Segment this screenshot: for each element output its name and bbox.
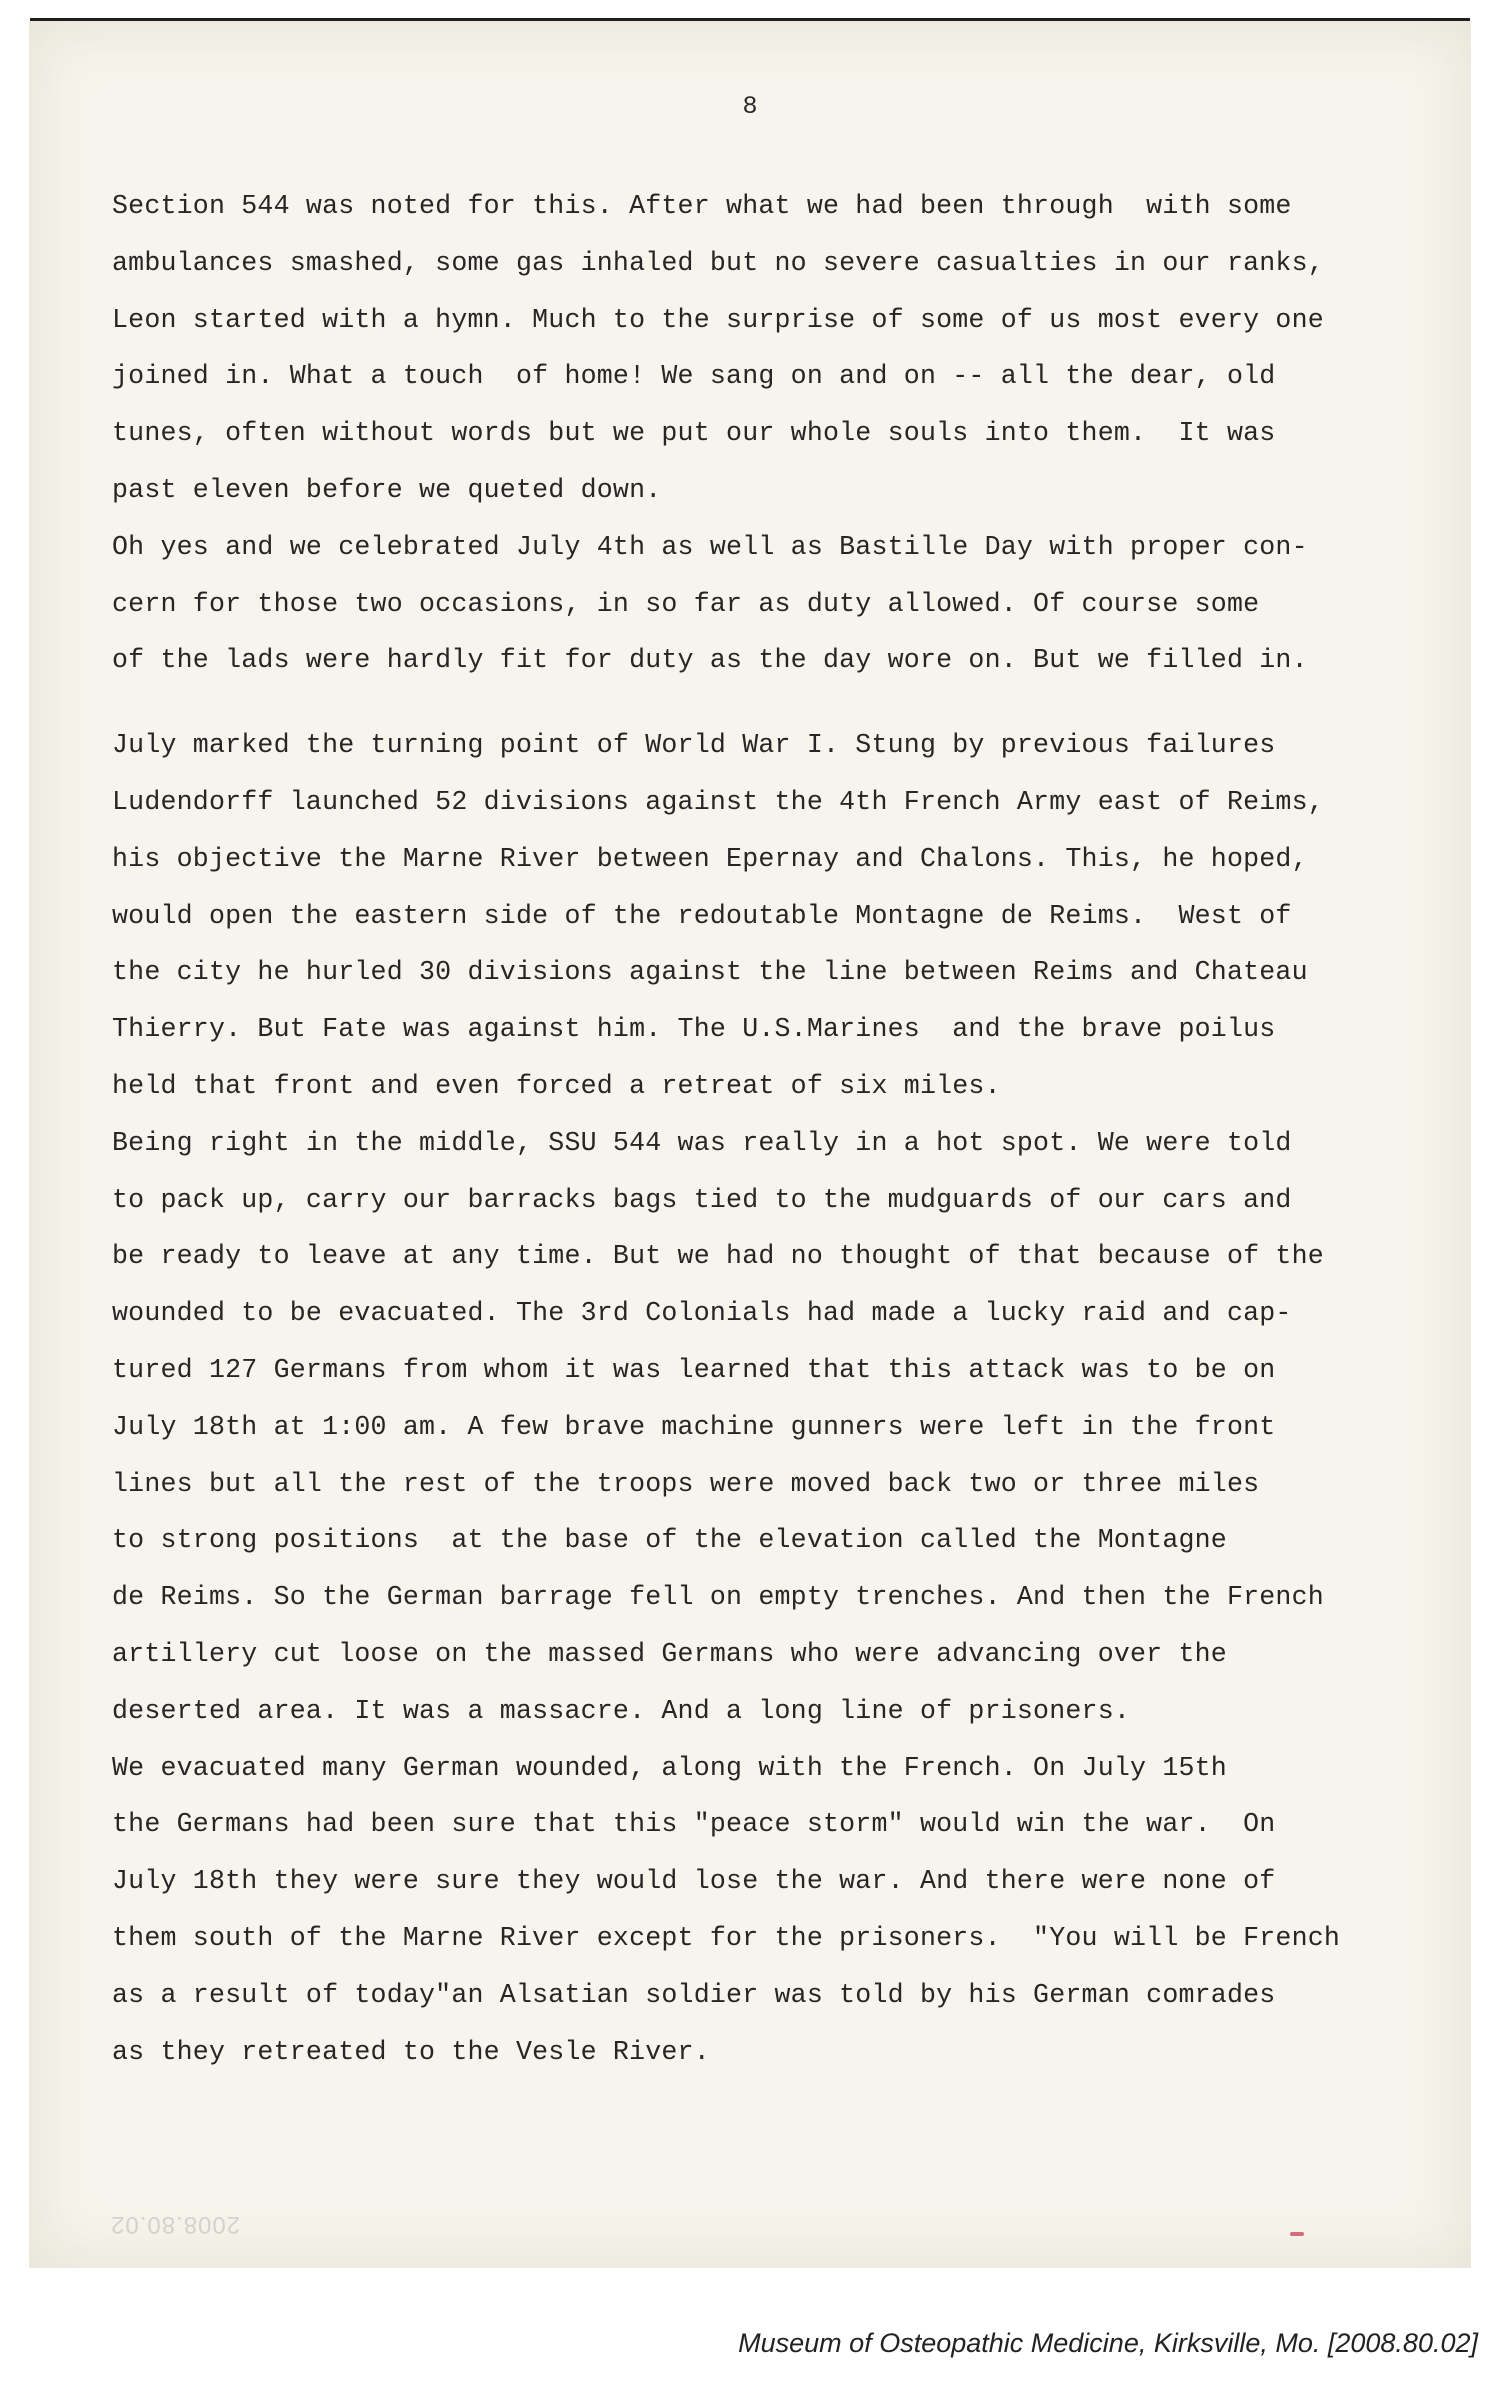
text-line: Leon started with a hymn. Much to the surprise of some of us most every one [112,304,1324,335]
text-line: to strong positions at the base of the elevation called the Montagne [112,1525,1227,1556]
paragraph-gap [112,689,1462,717]
text-line: wounded to be evacuated. The 3rd Colonials had made a lucky raid and cap- [112,1298,1292,1329]
text-line: the city he hurled 30 divisions against the line between Reims and Chateau [112,957,1308,988]
text-line: deserted area. It was a massacre. And a long line of prisoners. [112,1695,1131,1726]
text-line: as a result of today"an Alsatian soldier was told by his German comrades [112,1979,1276,2010]
text-line: July marked the turning point of World War I. Stung by previous failures [112,730,1276,761]
text-line: to pack up, carry our barracks bags tied to the mudguards of our cars and [112,1184,1292,1215]
text-line: July 18th at 1:00 am. A few brave machine gunners were left in the front [112,1411,1276,1442]
page-number: 8 [742,92,758,121]
text-line: past eleven before we queted down. [112,474,662,505]
text-line: Ludendorff launched 52 divisions against the 4th French Army east of Reims, [112,786,1324,817]
image-caption: Museum of Osteopathic Medicine, Kirksville, Mo. [2008.80.02] [738,2328,1478,2358]
text-line: tunes, often without words but we put our whole souls into them. It was [112,418,1276,449]
document-page [30,22,1470,2267]
text-line: the Germans had been sure that this "peace storm" would win the war. On [112,1809,1276,1840]
text-line: We evacuated many German wounded, along with the French. On July 15th [112,1752,1227,1783]
text-line: be ready to leave at any time. But we had no thought of that because of the [112,1241,1324,1272]
text-line: de Reims. So the German barrage fell on empty trenches. And then the French [112,1582,1324,1613]
text-line: Oh yes and we celebrated July 4th as well as Bastille Day with proper con- [112,531,1308,562]
document-body [112,178,1462,2080]
accession-stamp: 2008.80.02 [110,2211,241,2238]
text-line: tured 127 Germans from whom it was learned that this attack was to be on [112,1354,1276,1385]
text-line: held that front and even forced a retreat of six miles. [112,1070,1001,1101]
text-line: his objective the Marne River between Epernay and Chalons. This, he hoped, [112,843,1308,874]
text-line: joined in. What a touch of home! We sang on and on -- all the dear, old [112,361,1276,392]
text-line: them south of the Marne River except for the prisoners. "You will be French [112,1922,1341,1953]
text-line: ambulances smashed, some gas inhaled but no severe casualties in our ranks, [112,247,1324,278]
text-line: Section 544 was noted for this. After what we had been through with some [112,191,1292,221]
text-line: artillery cut loose on the massed Germans who were advancing over the [112,1638,1227,1669]
text-line: Being right in the middle, SSU 544 was really in a hot spot. We were told [112,1127,1292,1158]
text-line: would open the eastern side of the redoutable Montagne de Reims. West of [112,900,1292,931]
red-ink-mark [1290,2232,1304,2236]
text-line: cern for those two occasions, in so far as duty allowed. Of course some [112,588,1260,619]
text-line: Thierry. But Fate was against him. The U.S.Marines and the brave poilus [112,1014,1276,1045]
text-line: lines but all the rest of the troops were moved back two or three miles [112,1468,1260,1499]
text-line: of the lads were hardly fit for duty as the day wore on. But we filled in. [112,645,1308,676]
text-line: July 18th they were sure they would lose the war. And there were none of [112,1866,1276,1897]
text-line: as they retreated to the Vesle River. [112,2036,710,2067]
